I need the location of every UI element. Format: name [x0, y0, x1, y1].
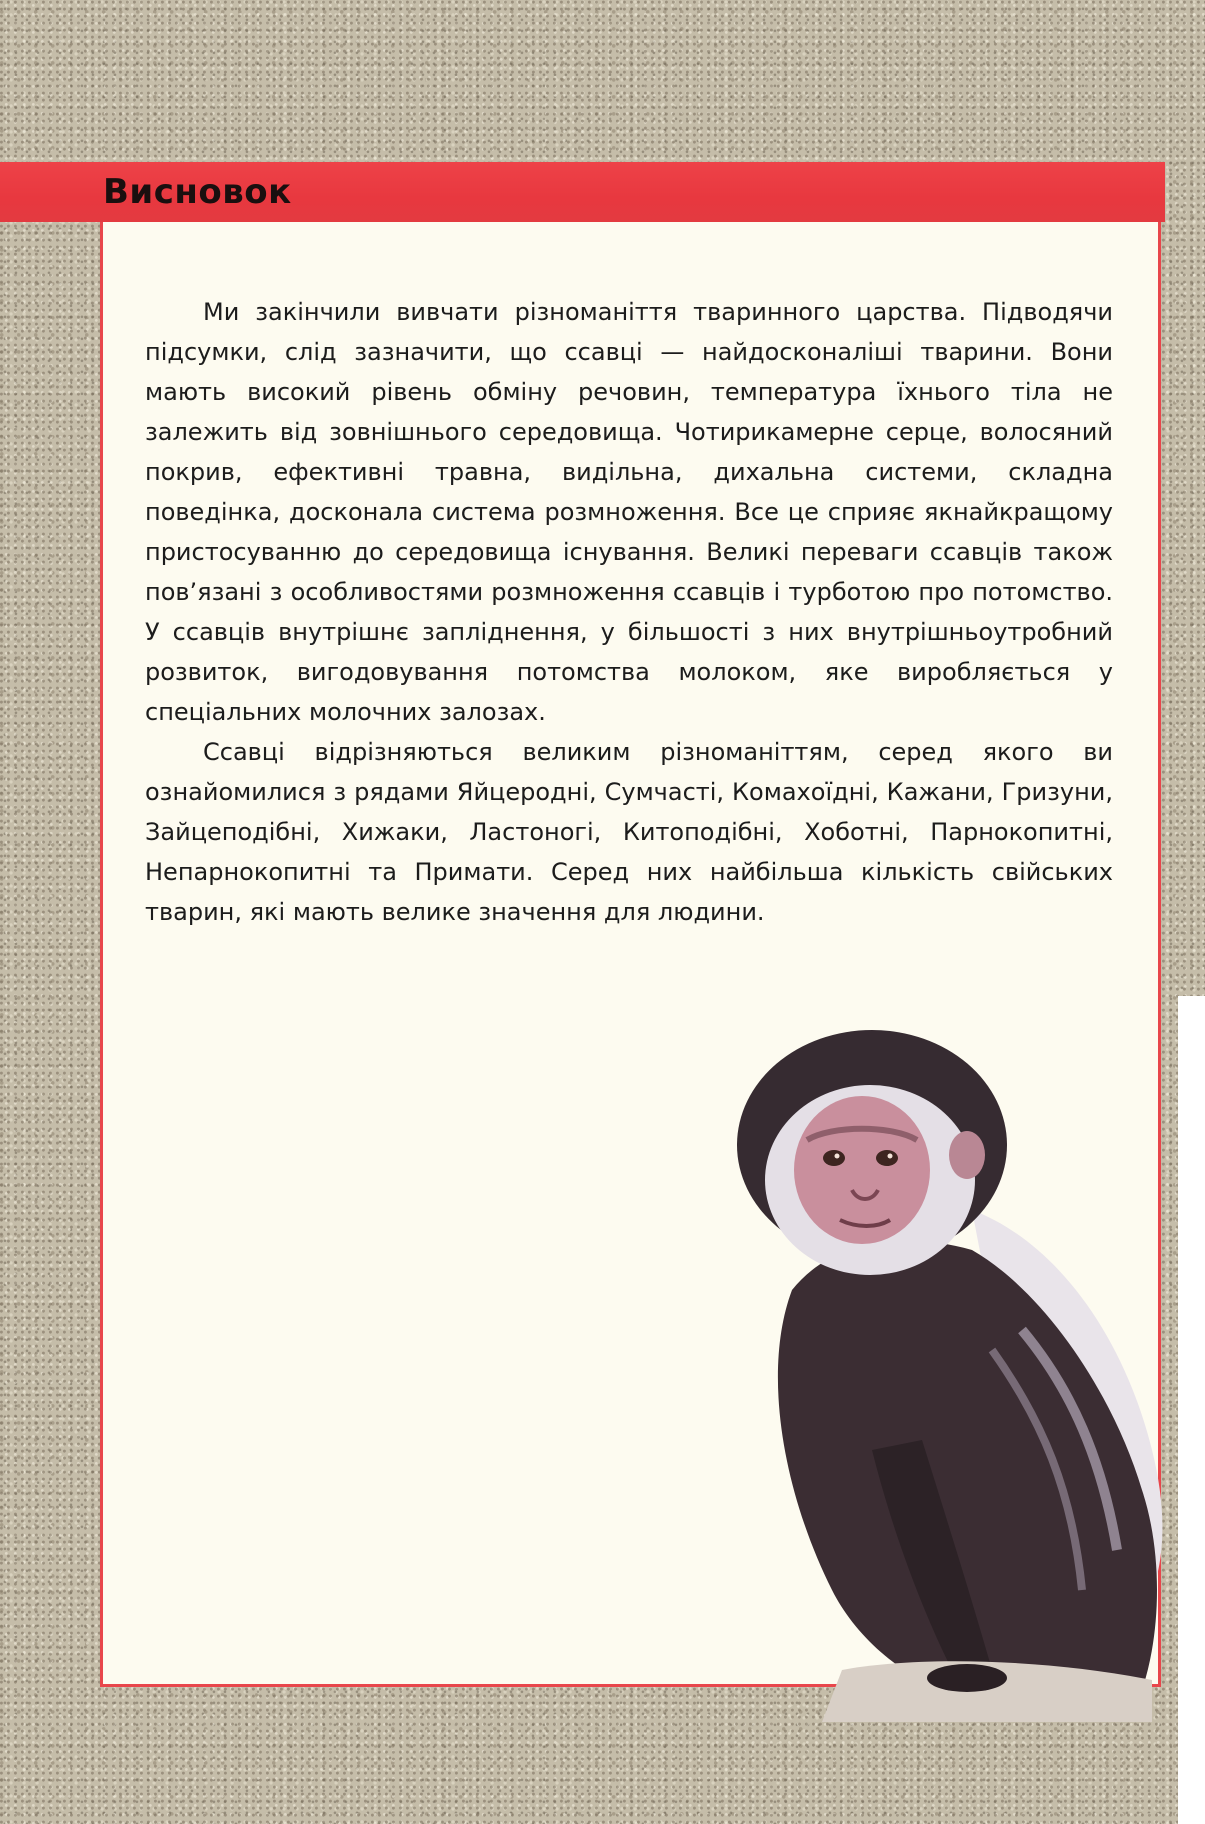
paragraph-2: Ссавці відрізняються великим різноманіттям, серед якого ви ознайомилися з рядами Яйцеродні, Сумчасті, Комахоїдні, Кажани, Гризуни, Зайцеподібні, Хижаки, Ластоногі, Китоподібні, Хоботні, Парнокопитні, Непарнокопитні та Примати. Серед них найбільша кількість свійських тварин, які мають велике значення для людини.: [145, 738, 1113, 926]
monkey-eye-left: [823, 1150, 845, 1166]
monkey-eye-right: [876, 1150, 898, 1166]
page-edge-strip: [1178, 996, 1205, 1824]
section-title: Висновок: [103, 172, 292, 212]
monkey-face: [794, 1096, 930, 1244]
monkey-ear: [949, 1131, 985, 1179]
monkey-illustration: [722, 1030, 1182, 1722]
paragraph-1: Ми закінчили вивчати різноманіття тваринного царства. Підводячи підсумки, слід зазначити, що ссавці — найдосконаліші тварини. Вони мають високий рівень обміну речовин, температура їхнього тіла не залежить від зовнішнього середовища. Чотирикамерне серце, волосяний покрив, ефективні травна, видільна, дихальна системи, складна поведінка, досконала система розмноження. Все це сприяє якнайкращому пристосуванню до середовища існування. Великі переваги ссавців також пов’язані з особливостями розмноження ссавців і турботою про потомство. У ссавців внутрішнє запліднення, у більшості з них внутрішньоутробний розвиток, вигодовування потомства молоком, яке виробляється у спеціальних молочних залозах.: [145, 298, 1113, 726]
monkey-hand: [927, 1664, 1007, 1692]
body-text: [145, 292, 1113, 932]
